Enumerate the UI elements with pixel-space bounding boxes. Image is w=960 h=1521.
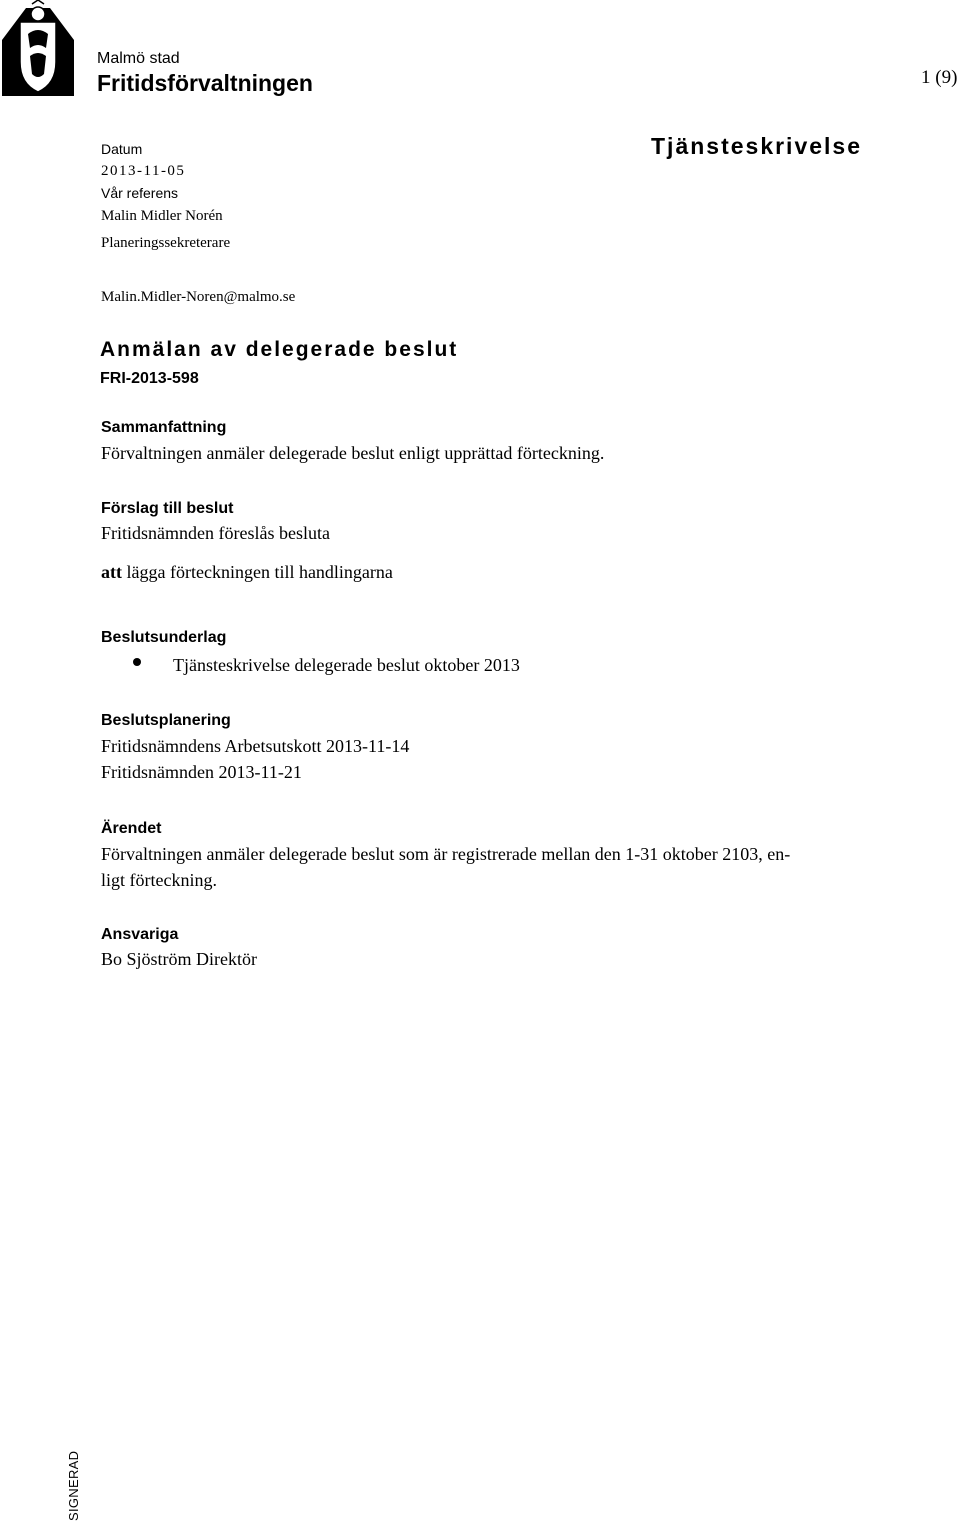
date-label: Datum <box>101 141 143 157</box>
planning-line: Fritidsnämndens Arbetsutskott 2013-11-14 <box>101 736 410 756</box>
matter-line: Förvaltningen anmäler delegerade beslut som är registrerade mellan den 1-31 oktober 2103, en- <box>101 844 791 864</box>
proposal-att-line <box>101 562 393 583</box>
reference-title: Planeringssekreterare <box>101 235 231 251</box>
department-name: Fritidsförvaltningen <box>97 70 313 96</box>
document-type: Tjänsteskrivelse <box>651 133 863 159</box>
proposal-heading: Förslag till beslut <box>101 500 234 517</box>
organization-name: Malmö stad <box>97 50 180 67</box>
summary-heading: Sammanfattning <box>101 419 227 436</box>
signed-label: SIGNERAD <box>66 1450 81 1521</box>
responsible-heading: Ansvariga <box>101 926 179 943</box>
malmo-coat-of-arms-logo <box>2 0 74 96</box>
reference-label: Vår referens <box>101 185 179 201</box>
reference-name: Malin Midler Norén <box>101 208 223 224</box>
basis-heading: Beslutsunderlag <box>101 629 227 646</box>
matter-heading: Ärendet <box>101 820 162 837</box>
planning-heading: Beslutsplanering <box>101 712 231 729</box>
email-address: Malin.Midler-Noren@malmo.se <box>101 289 296 305</box>
matter-line: ligt förteckning. <box>101 870 217 890</box>
case-number: FRI-2013-598 <box>100 370 199 387</box>
date-value: 2013-11-05 <box>101 163 186 179</box>
proposal-intro: Fritidsnämnden föreslås besluta <box>101 523 330 543</box>
document-title: Anmälan av delegerade beslut <box>100 338 459 361</box>
basis-item: Tjänsteskrivelse delegerade beslut oktober 2013 <box>173 655 520 675</box>
bullet-icon <box>133 658 141 666</box>
responsible-text: Bo Sjöström Direktör <box>101 949 257 969</box>
att-text: lägga förteckningen till handlingarna <box>122 562 393 582</box>
planning-line: Fritidsnämnden 2013-11-21 <box>101 762 302 782</box>
summary-text: Förvaltningen anmäler delegerade beslut enligt upprättad förteckning. <box>101 443 605 463</box>
page-number: 1 (9) <box>921 67 958 88</box>
att-keyword: att <box>101 562 122 582</box>
